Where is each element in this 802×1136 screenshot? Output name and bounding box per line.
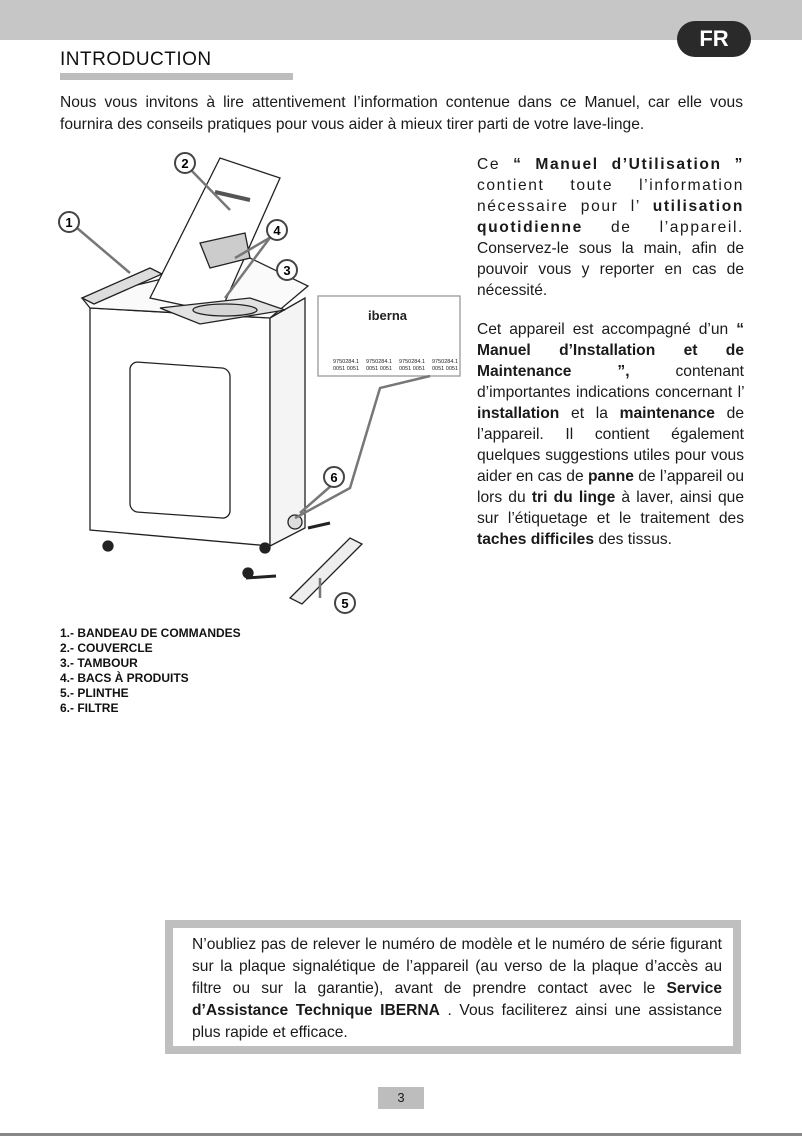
svg-text:0051 0051: 0051 0051 [366,366,392,372]
svg-text:0051 0051: 0051 0051 [432,366,458,372]
callout-5 [335,593,355,613]
svg-text:0051 0051: 0051 0051 [333,366,359,372]
parts-legend [60,626,241,716]
svg-text:9750284.1: 9750284.1 [432,359,458,365]
legend-item: 5.- PLINTHE [60,686,129,700]
svg-text:9750284.1: 9750284.1 [366,359,392,365]
legend-item: 1.- BANDEAU DE COMMANDES [60,626,241,640]
svg-text:6: 6 [330,470,338,485]
callout-4 [267,220,287,240]
svg-text:9750284.1: 9750284.1 [333,359,359,365]
svg-text:4: 4 [273,223,281,238]
svg-text:2: 2 [181,156,189,171]
callout-6 [324,467,344,487]
paragraph-manual: Ce “ Manuel d’Utilisation ” contient toute l’information nécessaire pour l’ utilisation quotidienne de l’appareil. Conservez-le sous la main, afin de pouvoir vous y reporter en cas de nécessité. [477,156,744,299]
callout-1 [59,212,79,232]
svg-text:3: 3 [283,263,291,278]
washing-machine-illustration [50,148,470,618]
callout-3 [277,260,297,280]
legend-item: 4.- BACS À PRODUITS [60,671,189,685]
machine-body [90,308,270,546]
svg-text:9750284.1: 9750284.1 [399,359,425,365]
svg-text:5: 5 [341,596,349,611]
page-number: 3 [378,1087,424,1109]
intro-paragraph: Nous vous invitons à lire attentivement l’information contenue dans ce Manuel, car elle vous fournira des conseils pratiques pour vous aider à mieux tirer parti de votre lave-linge. [60,94,743,133]
plate-brand: iberna [368,308,408,323]
svg-text:1: 1 [65,215,73,230]
legend-item: 6.- FILTRE [60,701,119,715]
legend-item: 3.- TAMBOUR [60,656,138,670]
callout-2 [175,153,195,173]
paragraph-installation: Cet appareil est accompagné d’un “ Manuel d’Installation et de Maintenance ”, contenant d’importantes indications concernant l’ installation et la maintenance de l’appareil. Il contient également quelques suggestions utiles pour vous aider en cas de panne de l’appareil ou lors du tri du linge à laver, ainsi que sur l’étiquetage et le traitement des taches difficiles des tissus. [477,321,745,548]
user-manual-description [477,154,744,550]
title-underline [60,73,293,80]
service-note: N’oubliez pas de relever le numéro de modèle et le numéro de série figurant sur la plaque signalétique de l’appareil (au verso de la plaque d’accès au filtre ou sur la garantie), avant de prendre contact avec le Service d’Assistance Technique IBERNA . Vous faciliterez ainsi une assistance plus rapide et efficace. [192,936,723,1041]
machine-side [270,298,305,546]
page-title: INTRODUCTION [60,49,212,70]
svg-text:0051 0051: 0051 0051 [399,366,425,372]
language-badge: FR [677,21,751,57]
legend-item: 2.- COUVERCLE [60,641,153,655]
drum [193,304,257,316]
